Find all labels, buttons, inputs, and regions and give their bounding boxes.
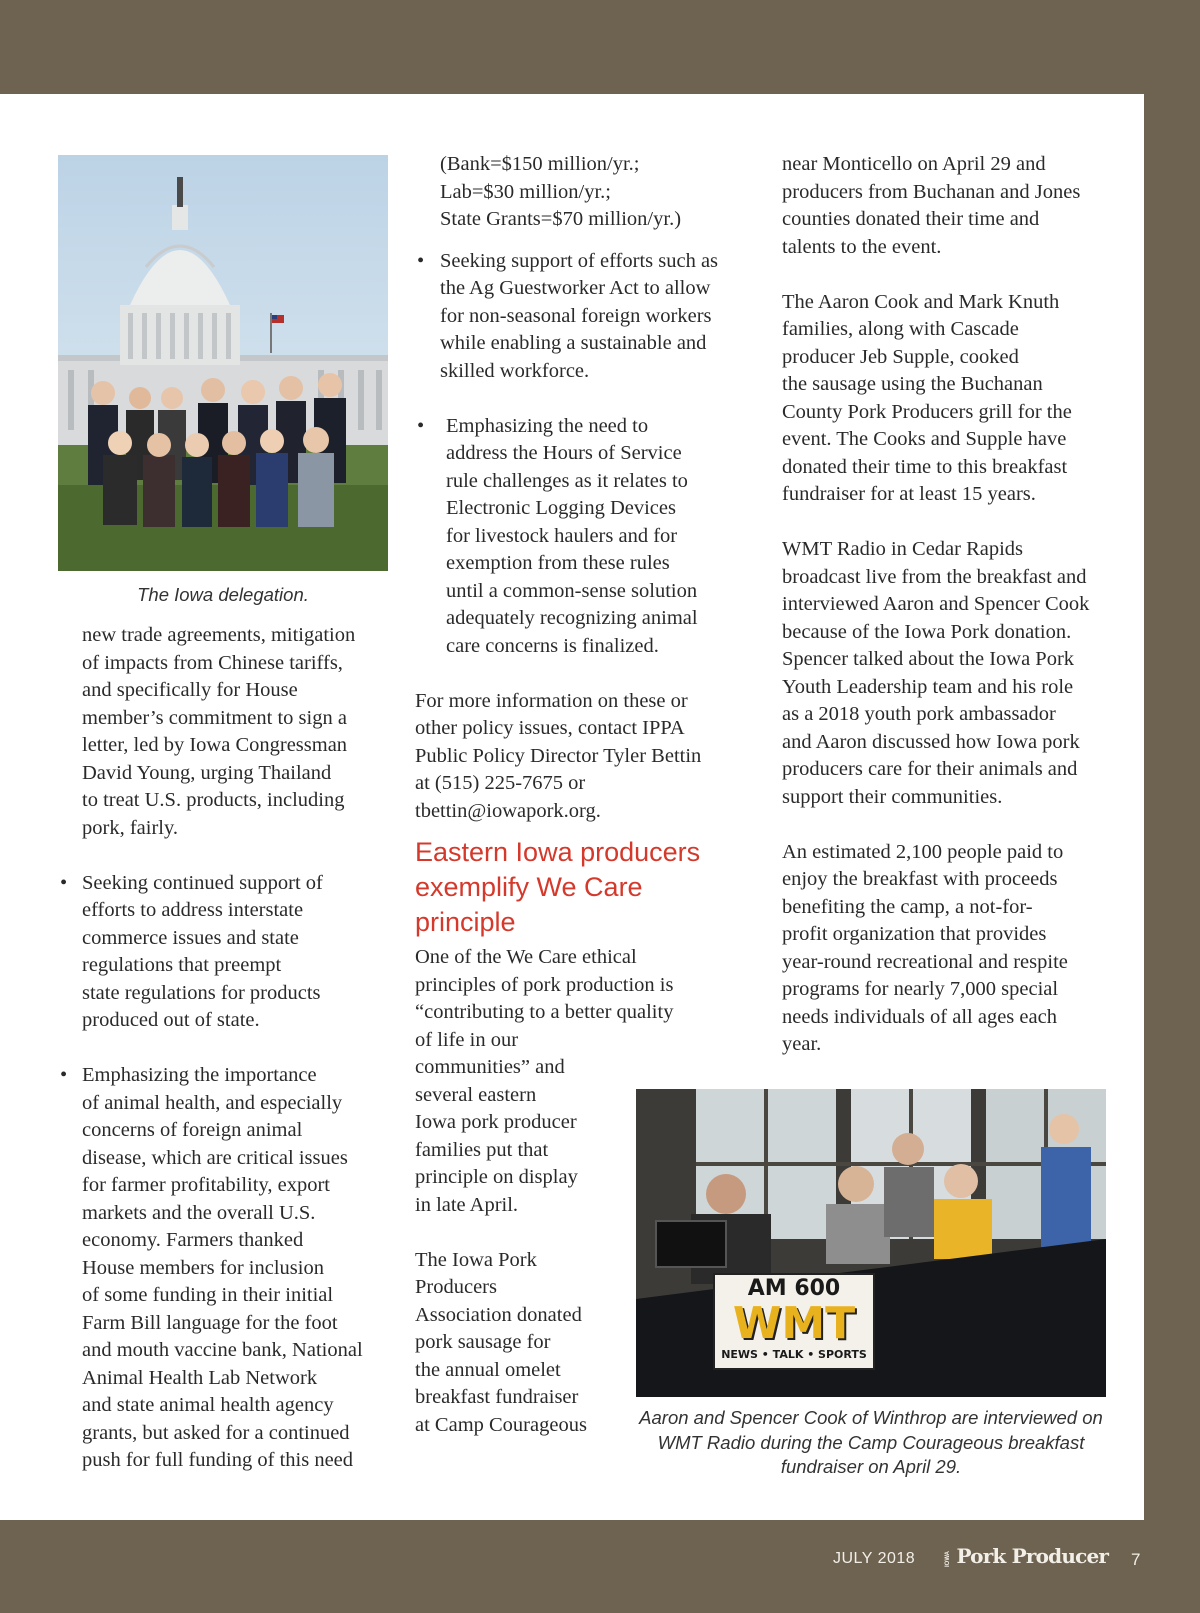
bullet-animal-health — [58, 1062, 392, 1475]
text-line: produced out of state. — [82, 1009, 260, 1031]
text-line: the annual omelet — [415, 1358, 561, 1381]
wmt-banner-logo: WMT — [732, 1298, 856, 1349]
headline-line: exemplify We Care — [415, 872, 643, 902]
text-line: in late April. — [415, 1193, 519, 1216]
text-line: families, along with Cascade — [782, 318, 1019, 340]
families-paragraph — [782, 289, 1132, 509]
text-line: communities” and — [415, 1056, 565, 1078]
text-line: commerce issues and state — [82, 926, 299, 949]
text-line: enjoy the breakfast with proceeds — [782, 868, 1058, 890]
text-line: state regulations for products — [82, 981, 321, 1004]
text-line: (Bank=$150 million/yr.; — [440, 153, 640, 175]
text-line: grants, but asked for a continued — [82, 1421, 350, 1444]
wmt-banner-tagline: NEWS • TALK • SPORTS — [721, 1348, 867, 1361]
text-line: new trade agreements, mitigation — [82, 624, 356, 646]
text-line: County Pork Producers grill for the — [782, 400, 1072, 423]
text-line: • Seeking continued support of — [82, 871, 323, 894]
text-line: address the Hours of Service — [446, 442, 682, 464]
radio-photo-caption: Aaron and Spencer Cook of Winthrop are interviewed on WMT Radio during the Camp Courageous breakfast fundraiser on April 29. — [639, 1407, 1103, 1477]
bullet-interstate-commerce — [58, 870, 392, 1035]
text-line: needs individuals of all ages each — [782, 1005, 1057, 1028]
text-line: of life in our — [415, 1028, 519, 1051]
text-line: pork, fairly. — [82, 816, 179, 839]
column-1 — [82, 622, 392, 1475]
page-number: 7 — [1131, 1550, 1141, 1569]
text-line: Association donated — [415, 1303, 582, 1326]
column-3 — [782, 151, 1132, 1059]
text-line: several eastern — [415, 1083, 537, 1106]
text-line: disease, which are critical issues — [82, 1146, 348, 1169]
text-line: at (515) 225-7675 or — [415, 772, 586, 794]
text-line: efforts to address interstate — [82, 899, 304, 921]
text-line: letter, led by Iowa Congressman — [82, 734, 348, 756]
text-line: and Aaron discussed how Iowa pork — [782, 730, 1080, 753]
footer-date: JULY 2018 — [833, 1550, 916, 1567]
text-line: other policy issues, contact IPPA — [415, 717, 685, 739]
text-line: to treat U.S. products, including — [82, 789, 345, 811]
text-line: care concerns is finalized. — [446, 634, 659, 657]
text-line: principle on display — [415, 1166, 578, 1188]
text-line: concerns of foreign animal — [82, 1119, 303, 1141]
text-line: David Young, urging Thailand — [82, 761, 332, 784]
funding-figures — [415, 151, 755, 234]
capitol-illustration — [58, 155, 388, 571]
text-line: “contributing to a better quality — [415, 1001, 674, 1023]
text-line: pork sausage for — [415, 1331, 551, 1353]
text-line: principles of pork production is — [415, 973, 674, 996]
contact-email[interactable]: tbettin@iowapork.org. — [415, 799, 601, 822]
text-line: The Iowa Pork — [415, 1248, 537, 1271]
text-line: support their communities. — [782, 785, 1003, 808]
text-line: adequately recognizing animal — [446, 607, 698, 629]
bullet-ag-guestworker — [415, 248, 755, 386]
capitol-photo-caption: The Iowa delegation. — [137, 584, 309, 605]
text-line: year. — [782, 1033, 822, 1055]
text-line: for livestock haulers and for — [446, 524, 678, 547]
text-line: Iowa pork producer — [415, 1111, 577, 1133]
text-line: for non-seasonal foreign workers — [440, 304, 712, 327]
text-line: breakfast fundraiser — [415, 1386, 579, 1408]
text-line: State Grants=$70 million/yr.) — [440, 208, 682, 230]
text-line: and specifically for House — [82, 679, 298, 701]
text-line: exemption from these rules — [446, 552, 670, 574]
wmt-banner-am600: AM 600 — [747, 1276, 841, 1301]
text-line: Electronic Logging Devices — [446, 497, 676, 519]
text-line: because of the Iowa Pork donation. — [782, 620, 1072, 643]
headline-line: Eastern Iowa producers — [415, 837, 701, 867]
text-line: producers care for their animals and — [782, 758, 1078, 780]
text-line: • Emphasizing the importance — [82, 1064, 317, 1086]
bullet-hours-of-service — [415, 413, 755, 661]
text-line: and state animal health agency — [82, 1394, 334, 1416]
text-line: the Ag Guestworker Act to allow — [440, 277, 711, 299]
text-line: member’s commitment to sign a — [82, 706, 347, 729]
text-line: WMT Radio in Cedar Rapids — [782, 538, 1024, 560]
article-continuation — [82, 622, 392, 842]
text-line: regulations that preempt — [82, 954, 282, 976]
event-paragraph — [782, 151, 1132, 261]
radio-paragraph — [782, 536, 1132, 811]
text-line: Youth Leadership team and his role — [782, 675, 1074, 698]
text-line: benefiting the camp, a not-for- — [782, 895, 1033, 918]
text-line: near Monticello on April 29 and — [782, 153, 1046, 175]
text-line: as a 2018 youth pork ambassador — [782, 703, 1056, 725]
text-line: Public Policy Director Tyler Bettin — [415, 744, 702, 767]
text-line: fundraiser for at least 15 years. — [782, 483, 1036, 505]
text-line: Spencer talked about the Iowa Pork — [782, 648, 1075, 670]
text-line: event. The Cooks and Supple have — [782, 428, 1067, 450]
text-line: • Seeking support of efforts such as — [440, 249, 719, 272]
text-line: rule challenges as it relates to — [446, 469, 688, 492]
attendance-paragraph — [782, 839, 1132, 1059]
text-line: House members for inclusion — [82, 1256, 324, 1279]
text-line: for farmer profitability, export — [82, 1174, 330, 1196]
text-line: economy. Farmers thanked — [82, 1229, 304, 1251]
text-line: push for full funding of this need — [82, 1449, 354, 1471]
text-line: Lab=$30 million/yr.; — [440, 180, 611, 203]
text-line: of animal health, and especially — [82, 1091, 343, 1114]
text-line: families put that — [415, 1138, 549, 1161]
text-line: One of the We Care ethical — [415, 946, 637, 968]
text-line: year-round recreational and respite — [782, 950, 1068, 973]
logo-small-text: IOWA — [945, 1550, 951, 1567]
text-line: Animal Health Lab Network — [82, 1366, 318, 1389]
article-headline — [415, 835, 755, 940]
text-line: while enabling a sustainable and — [440, 332, 707, 354]
text-line: skilled workforce. — [440, 359, 590, 382]
text-line: profit organization that provides — [782, 923, 1047, 945]
text-line: talents to the event. — [782, 235, 942, 258]
text-line: For more information on these or — [415, 689, 688, 712]
text-line: producers from Buchanan and Jones — [782, 180, 1081, 203]
text-line: markets and the overall U.S. — [82, 1201, 316, 1224]
text-line: producer Jeb Supple, cooked — [782, 345, 1019, 368]
text-line: An estimated 2,100 people paid to — [782, 840, 1064, 863]
text-line: at Camp Courageous — [415, 1413, 587, 1436]
text-line: Farm Bill language for the foot — [82, 1311, 338, 1334]
text-line: • Emphasizing the need to — [446, 414, 649, 437]
magazine-logo — [940, 1544, 1108, 1572]
contact-paragraph — [415, 688, 755, 826]
text-line: The Aaron Cook and Mark Knuth — [782, 290, 1060, 313]
text-line: programs for nearly 7,000 special — [782, 978, 1059, 1000]
text-line: of some funding in their initial — [82, 1284, 334, 1306]
text-line: counties donated their time and — [782, 208, 1040, 230]
text-line: donated their time to this breakfast — [782, 455, 1068, 478]
text-line: Producers — [415, 1276, 497, 1298]
text-line: broadcast live from the breakfast and — [782, 565, 1087, 588]
text-line: and mouth vaccine bank, National — [82, 1339, 363, 1361]
wmt-radio-photo — [636, 1089, 1106, 1397]
text-line: of impacts from Chinese tariffs, — [82, 651, 343, 674]
capitol-delegation-photo — [58, 155, 388, 571]
text-line: until a common-sense solution — [446, 579, 698, 602]
text-line: the sausage using the Buchanan — [782, 373, 1043, 395]
headline-line: principle — [415, 907, 516, 937]
logo-text: Pork Producer — [956, 1544, 1109, 1568]
text-line: interviewed Aaron and Spencer Cook — [782, 593, 1090, 615]
